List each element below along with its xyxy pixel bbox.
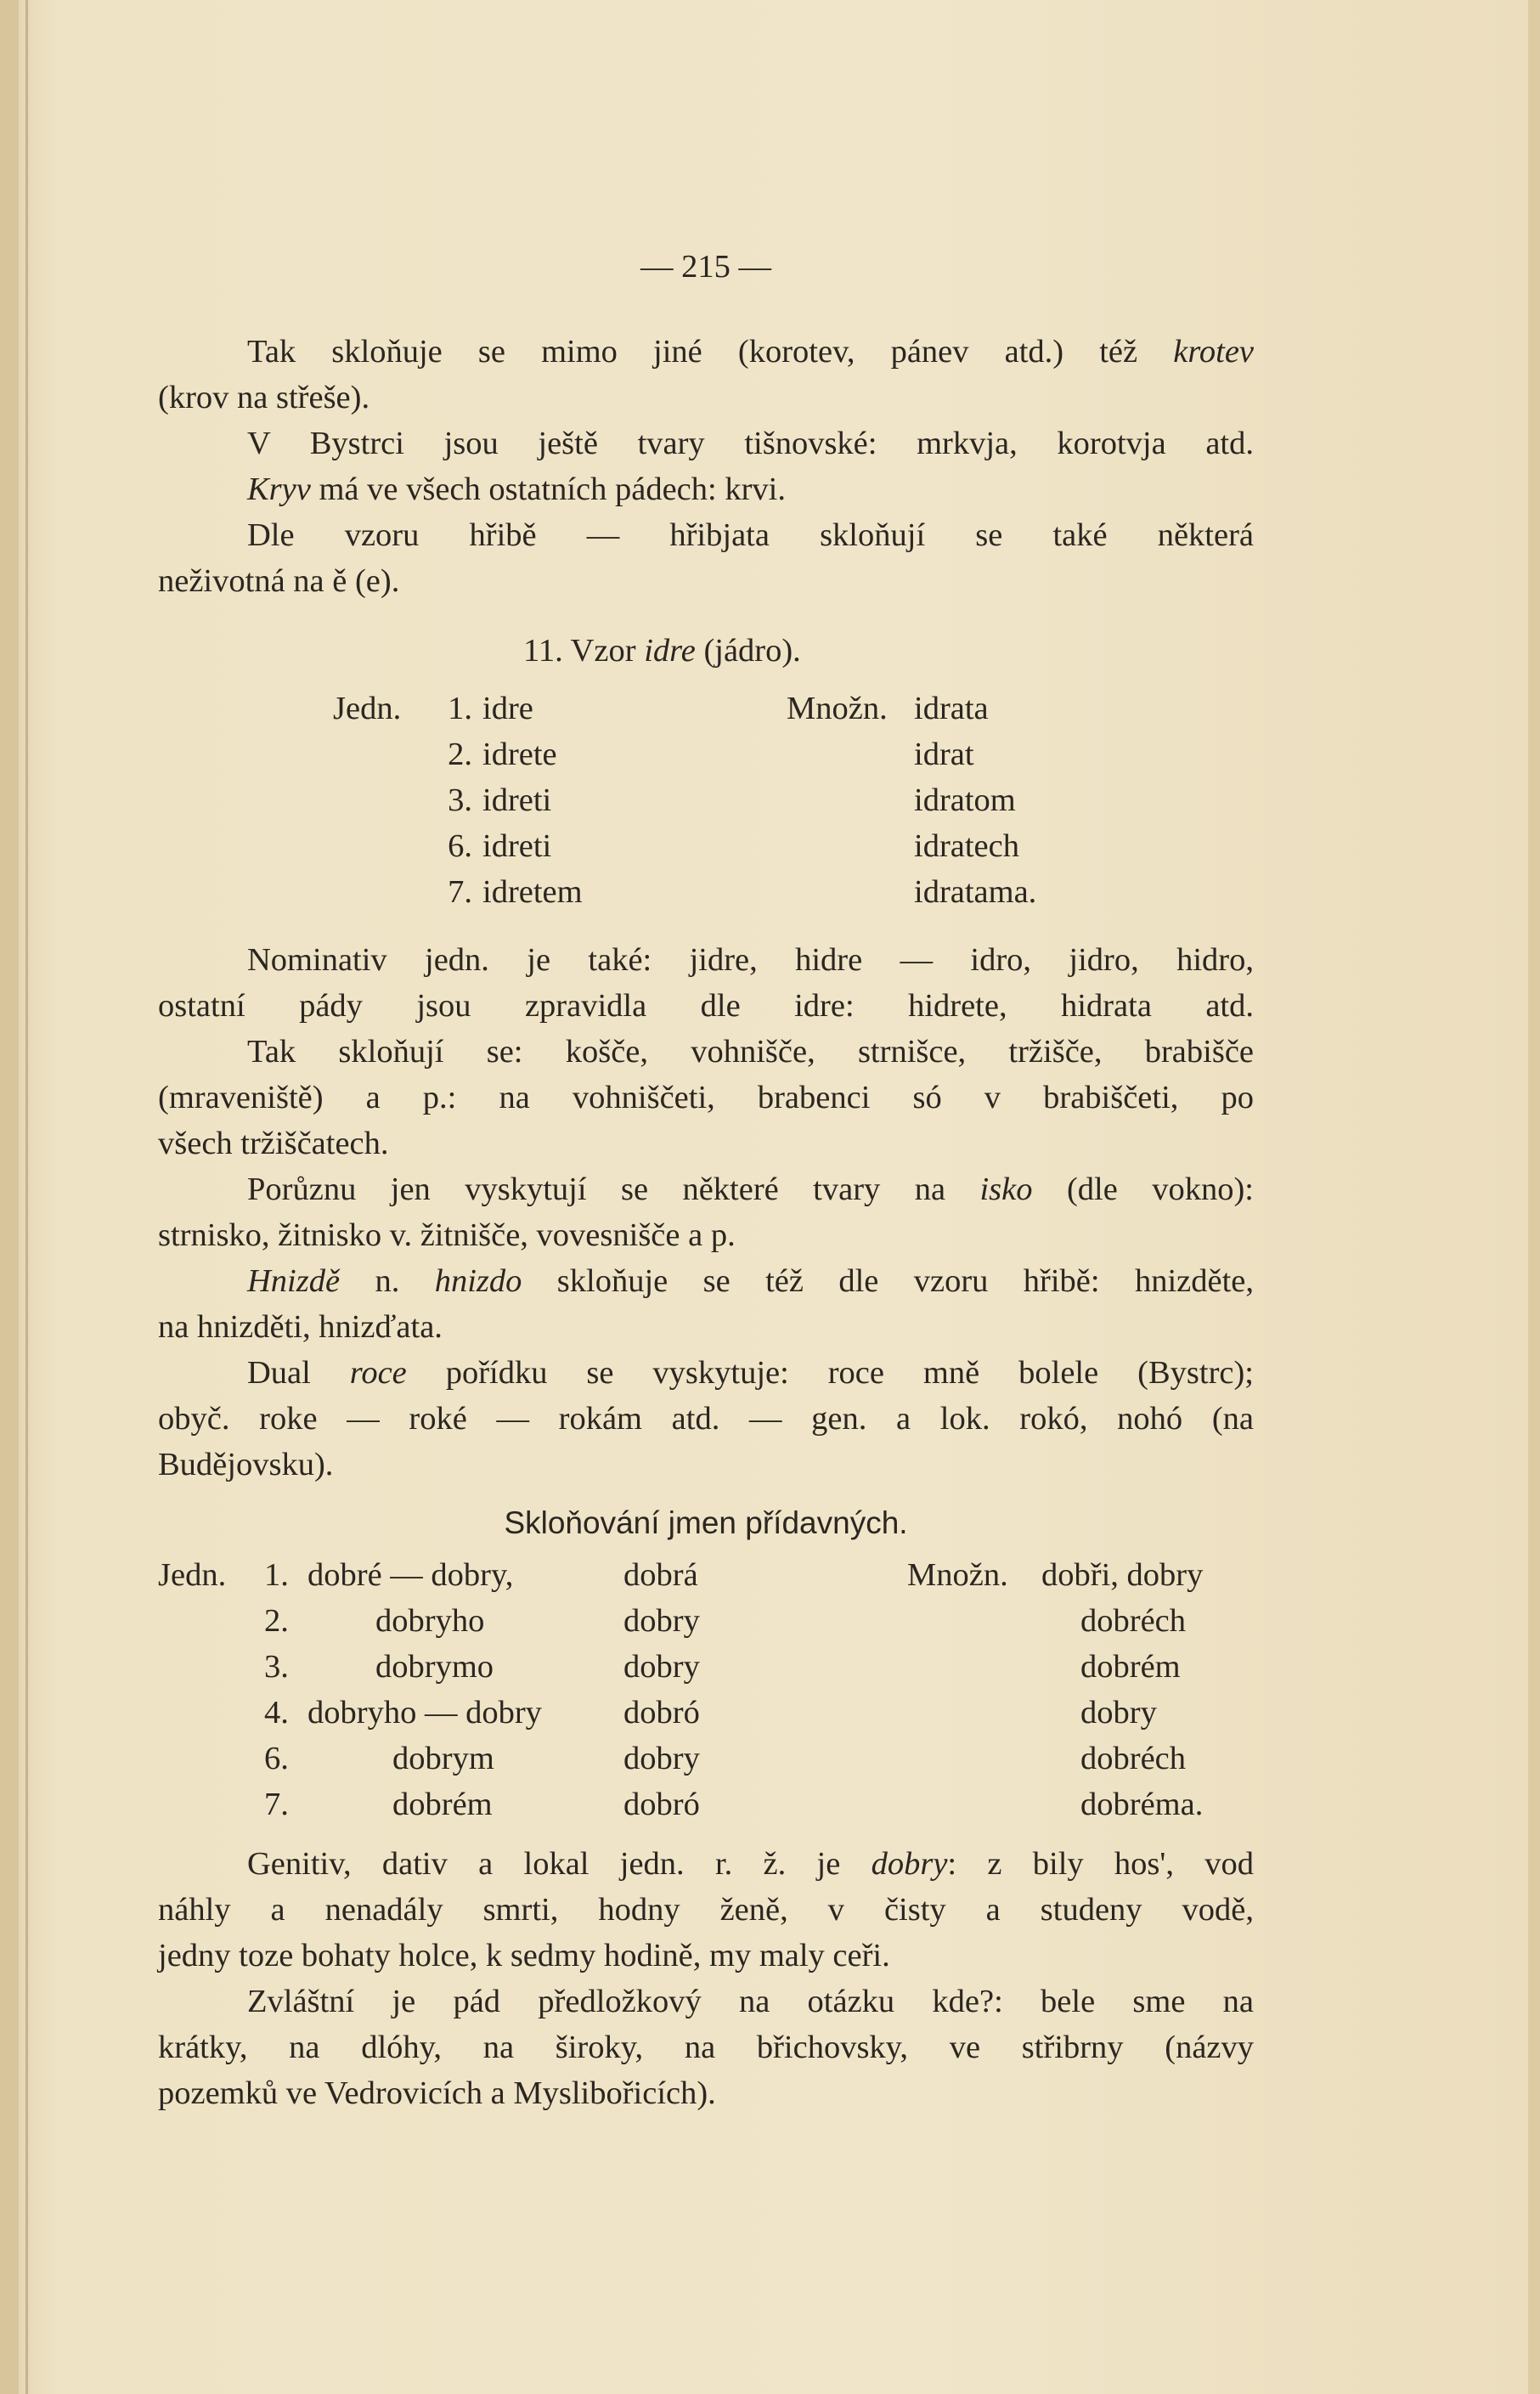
plural-form: dobři, dobry <box>1041 1557 1204 1593</box>
para5-line2: ostatní pády jsou zpravidla dle idre: hidrete, hidrata atd. <box>158 988 1254 1024</box>
plural-form: idratom <box>914 782 1016 818</box>
text: Dual <box>247 1355 350 1391</box>
text: skloňuje se též dle vzoru hřibě: hnizděte, <box>522 1263 1255 1299</box>
para11-line3: pozemků ve Vedrovicích a Myslibořicích). <box>158 2075 716 2111</box>
para6-line2: (mraveniště) a p.: na vohniščeti, brabenci só v brabiščeti, po <box>158 1080 1254 1115</box>
para11-line2: krátky, na dlóhy, na široky, na břichovsky, ve střibrny (názvy <box>158 2030 1254 2065</box>
para9-line3: Budějovsku). <box>158 1447 334 1482</box>
singular-form: idre <box>482 691 533 726</box>
adj-plur-label: Množn. <box>907 1557 1008 1593</box>
para10-line2: náhly a nenadály smrti, hodny ženě, v čisty a studeny vodě, <box>158 1892 1254 1928</box>
plural-form: idrata <box>914 691 989 726</box>
case-number: 2. <box>264 1603 289 1639</box>
case-number: 1. <box>448 691 472 726</box>
case-number: 1. <box>264 1557 289 1593</box>
page-number: — 215 — <box>640 249 771 285</box>
para4-line2: neživotná na ě (e). <box>158 563 400 599</box>
text: Tak skloňuje se mimo jiné (korotev, pánev atd.) též <box>247 334 1174 370</box>
case-number: 4. <box>264 1695 289 1731</box>
masculine-form: dobrém <box>392 1787 493 1822</box>
para6-line3: všech tržiščatech. <box>158 1126 389 1161</box>
pattern-title <box>523 629 801 675</box>
plural-form: dobréch <box>1080 1603 1186 1639</box>
text: 11. Vzor <box>523 633 645 669</box>
para5-line1: Nominativ jedn. je také: jidre, hidre — idro, jidro, hidro, <box>247 942 1254 978</box>
text: Porůznu jen vyskytují se některé tvary na <box>247 1172 980 1207</box>
text: (jádro). <box>695 633 801 669</box>
italic-word: dobry <box>871 1846 948 1882</box>
page-right-edge <box>1528 0 1540 2394</box>
singular-form: idretem <box>482 874 583 910</box>
singular-form: idreti <box>482 828 552 864</box>
italic-word: hnizdo <box>434 1263 522 1299</box>
para11-line1: Zvláštní je pád předložkový na otázku kde?: bele sme na <box>247 1984 1254 2019</box>
italic-word: isko <box>979 1172 1033 1207</box>
plural-form: dobry <box>1080 1695 1157 1731</box>
section-heading: Skloňování jmen přídavných. <box>504 1505 908 1540</box>
masculine-form: dobrym <box>392 1741 494 1776</box>
para1-line1 <box>247 330 1254 375</box>
para3-line1 <box>247 467 1254 513</box>
plural-form: dobréch <box>1080 1741 1186 1776</box>
plural-form: idratama. <box>914 874 1037 910</box>
plural-form: dobréma. <box>1080 1787 1204 1822</box>
italic-word: krotev <box>1173 334 1254 370</box>
plural-form: idrat <box>914 737 974 772</box>
text: pořídku se vyskytuje: roce mně bolele (Bystrc); <box>406 1355 1254 1391</box>
text: Genitiv, dativ a lokal jedn. r. ž. je <box>247 1846 872 1882</box>
singular-form: idrete <box>482 737 557 772</box>
case-number: 6. <box>448 828 472 864</box>
masculine-form: dobré — dobry, <box>307 1557 514 1593</box>
feminine-form: dobry <box>623 1603 700 1639</box>
para10-line3: jedny toze bohaty holce, k sedmy hodině, my maly ceři. <box>158 1938 890 1973</box>
case-number: 3. <box>448 782 472 818</box>
para9-line1 <box>247 1351 1254 1397</box>
plural-form: idratech <box>914 828 1019 864</box>
plural-form: dobrém <box>1080 1649 1181 1685</box>
italic-word: Kryv <box>247 471 311 507</box>
para1-line2: (krov na střeše). <box>158 380 370 415</box>
masculine-form: dobryho <box>375 1603 485 1639</box>
pattern-sing-label: Jedn. <box>333 691 402 726</box>
para4-line1: Dle vzoru hřibě — hřibjata skloňují se také některá <box>247 517 1254 553</box>
case-number: 7. <box>264 1787 289 1822</box>
para9-line2: obyč. roke — roké — rokám atd. — gen. a lok. rokó, nohó (na <box>158 1401 1254 1437</box>
para7-line1 <box>247 1167 1254 1213</box>
para8-line2: na hnizděti, hnizďata. <box>158 1309 443 1345</box>
text: : z bily hos', vod <box>947 1846 1254 1882</box>
para6-line1: Tak skloňují se: košče, vohnišče, strnišce, tržišče, brabišče <box>247 1034 1254 1070</box>
text: n. <box>340 1263 435 1299</box>
para2-line1: V Bystrci jsou ještě tvary tišnovské: mrkvja, korotvja atd. <box>247 426 1254 461</box>
adj-sing-label: Jedn. <box>158 1557 227 1593</box>
para7-line2: strnisko, žitnisko v. žitnišče, vovesnišče a p. <box>158 1217 736 1253</box>
feminine-form: dobró <box>623 1787 700 1822</box>
page-gutter <box>0 0 19 2394</box>
pattern-plur-label: Množn. <box>787 691 888 726</box>
case-number: 6. <box>264 1741 289 1776</box>
gutter-line <box>25 0 28 2394</box>
italic-word: roce <box>349 1355 407 1391</box>
feminine-form: dobry <box>623 1649 700 1685</box>
text: má ve všech ostatních pádech: krvi. <box>310 471 786 507</box>
masculine-form: dobryho — dobry <box>307 1695 542 1731</box>
para10-line1 <box>247 1842 1254 1888</box>
case-number: 3. <box>264 1649 289 1685</box>
text: (dle vokno): <box>1032 1172 1254 1207</box>
case-number: 2. <box>448 737 472 772</box>
feminine-form: dobró <box>623 1695 700 1731</box>
italic-word: Hnizdě <box>247 1263 341 1299</box>
para8-line1 <box>247 1259 1254 1305</box>
feminine-form: dobrá <box>623 1557 698 1593</box>
case-number: 7. <box>448 874 472 910</box>
feminine-form: dobry <box>623 1741 700 1776</box>
italic-word: idre <box>644 633 696 669</box>
singular-form: idreti <box>482 782 552 818</box>
masculine-form: dobrymo <box>375 1649 494 1685</box>
